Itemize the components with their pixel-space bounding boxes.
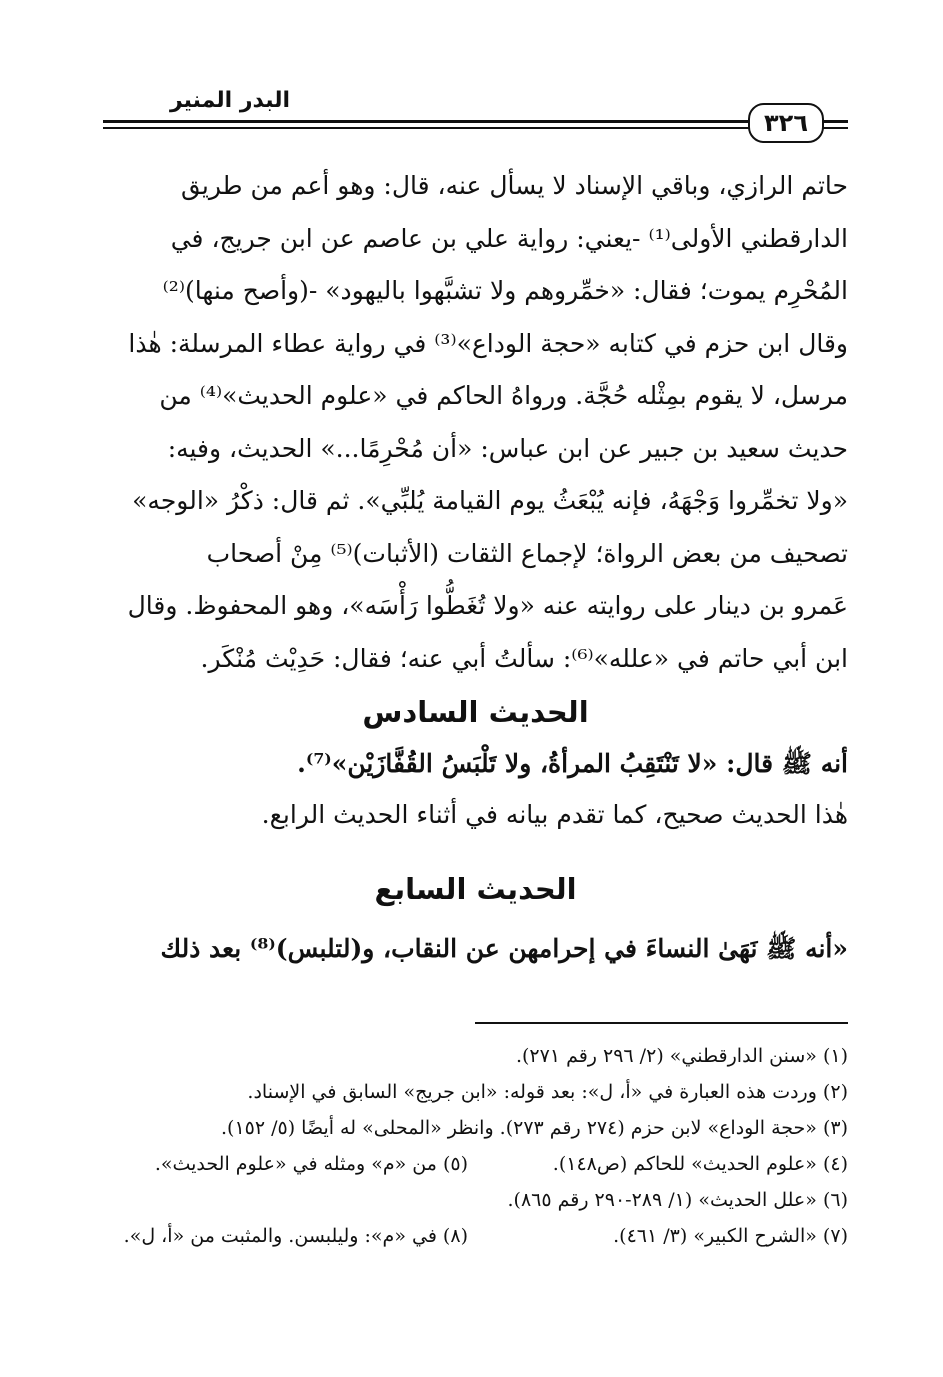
footnote-separator bbox=[475, 1022, 848, 1024]
text-line: عَمرو بن دينار على روايته عنه «ولا تُغَطُّوا رَأْسَه»، وهو المحفوظ. وقال bbox=[127, 591, 848, 620]
section-heading-6: الحديث السادس bbox=[362, 695, 589, 729]
footnote-8: (٨) في «م»: وليلبسن. والمثبت من «أ، ل». bbox=[123, 1225, 468, 1247]
header-rule-bottom bbox=[103, 127, 848, 129]
text-line: مرسل، لا يقوم بمِثْله حُجَّة. ورواهُ الحاكم في «علوم الحديث»⁽⁴⁾ من bbox=[159, 381, 848, 410]
text-line: حديث سعيد بن جبير عن ابن عباس: «أن مُحْرِمًا...» الحديث، وفيه: bbox=[167, 433, 848, 463]
text-line: وقال ابن حزم في كتابه «حجة الوداع»⁽³⁾ في رواية عطاء المرسلة: هٰذا bbox=[128, 328, 848, 358]
footnote-3: (٣) «حجة الوداع» لابن حزم (٢٧٤ رقم ٢٧٣). وانظر «المحلى» له أيضًا (٥/ ١٥٢). bbox=[220, 1117, 848, 1139]
footnote-1: (١) «سنن الدارقطني» (٢/ ٢٩٦ رقم ٢٧١). bbox=[515, 1045, 848, 1067]
running-title: البدر المنير bbox=[169, 88, 290, 113]
text-line: حاتم الرازي، وباقي الإسناد لا يسأل عنه، قال: وهو أعم من طريق bbox=[181, 171, 848, 200]
hadith-text-7: «أنه ﷺ نَهَىٰ النساءَ في إحرامهن عن النقاب، و(لتلبس)⁽⁸⁾ بعد ذلك bbox=[160, 934, 848, 963]
footnote-4: (٤) «علوم الحديث» للحاكم (ص١٤٨). bbox=[552, 1153, 848, 1175]
footnote-row bbox=[103, 1184, 848, 1220]
text-line: الدارقطني الأولى⁽¹⁾ -يعني: رواية علي بن عاصم عن ابن جريج، في bbox=[170, 223, 848, 253]
text-line: ابن أبي حاتم في «علله»⁽⁶⁾: سألتُ أبي عنه؛ فقال: حَدِيْث مُنْكَر. bbox=[200, 643, 848, 673]
footnote-5: (٥) من «م» ومثله في «علوم الحديث». bbox=[154, 1153, 468, 1175]
page-number: ٣٢٦ bbox=[748, 103, 824, 143]
footnote-row bbox=[103, 1148, 848, 1184]
text-line: المُحْرِم يموت؛ فقال: «خمِّروهم ولا تشبَّهوا باليهود» -(وأصح منها)⁽²⁾ bbox=[162, 276, 848, 305]
footnote-7: (٧) «الشرح الكبير» (٣/ ٤٦١). bbox=[613, 1225, 848, 1247]
footnote-row bbox=[103, 1040, 848, 1076]
text-line: «ولا تخمِّروا وَجْهَهُ، فإنه يُبْعَثُ يوم القيامة يُلبِّي». ثم قال: ذكْرُ «الوجه» bbox=[132, 486, 848, 515]
footnote-row bbox=[103, 1076, 848, 1112]
hadith-comment-6: هٰذا الحديث صحيح، كما تقدم بيانه في أثناء الحديث الرابع. bbox=[261, 800, 848, 829]
body-paragraph bbox=[103, 160, 848, 685]
footnote-6: (٦) «علل الحديث» (١/ ٢٨٩-٢٩٠ رقم ٨٦٥). bbox=[507, 1189, 848, 1211]
footnote-row bbox=[103, 1112, 848, 1148]
footnotes bbox=[103, 1040, 848, 1256]
hadith-text-6: أنه ﷺ قال: «لا تَنْتَقِبُ المرأةُ، ولا تَلْبَسُ القُفَّازَيْن»⁽⁷⁾. bbox=[297, 749, 848, 778]
footnote-row bbox=[103, 1220, 848, 1256]
section-heading-7: الحديث السابع bbox=[374, 872, 577, 906]
header-rule-top bbox=[103, 120, 848, 123]
text-line: تصحيف من بعض الرواة؛ لإجماع الثقات (الأثبات)⁽⁵⁾ مِنْ أصحاب bbox=[206, 538, 848, 568]
footnote-2: (٢) وردت هذه العبارة في «أ، ل»: بعد قوله: «ابن جريج» السابق في الإسناد. bbox=[247, 1081, 848, 1103]
